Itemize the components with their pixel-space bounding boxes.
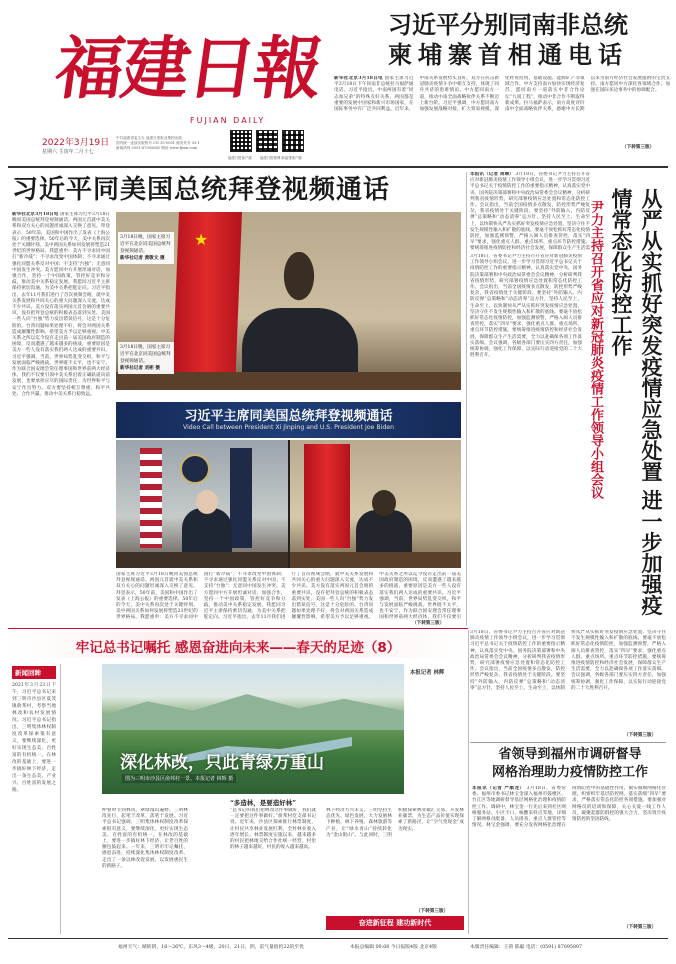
lead-story-dateline: 新华社北京3月18日电 (12, 212, 59, 217)
quote-subhead: “多造林，是要造好林” (230, 799, 296, 807)
qr-caption: 福建日报客户端 (228, 156, 252, 160)
photo-caption-1 (118, 232, 174, 264)
spring-continued: （下转第三版） (416, 909, 449, 914)
news-recall-label: 新闻回眸 (12, 666, 56, 679)
weekday-lunar: 星期六 壬寅年二月十七 (42, 149, 94, 155)
lead-story-text-cont: 国家主席习近平3月18日晚同美国总统拜登视频通话。两国元首就中美关系和双方关心的问题坦诚深入交换了意见。拜登表示，50年前，美国和中国作出了发表《上海公报》的重要选择。50年后的今天，美中关系再次处于关键时刻。美中两国关系如何发展将塑造21世纪的世界格局。我愿重申：美方不寻求同中国打“新冷战”；不寻求改变中国体制；不寻求通过强化同盟关系反对中国；不支持“台独”；无意同中国发生冲突。美方愿同中方开展坦诚对话，加强合作，坚持一个中国政策，管控好竞争和分歧，推动美中关系稳定发展。我愿同习近平主席保持密切沟通，为美中关系把舵定向。习近平指出，去年11月我们进行了首次视频会晤，就中美关系发展和共同关心的重大问题深入交流，达成不少共识。美方没有落实两国元首会晤的重要共识，没有把拜登总统的积极表态落到实处。美国一些人向“台独”势力发出错误信号，这是十分危险的。台湾问题如果处理不好，将会对两国关系造成颠覆性影响。希望美方予以足够重视。中美关系之所以迄今没有走出前一届美国政府制造的困境，反而遭遇了越来越多的挑战，重要原因是美方一些人没有落实我们两人达成的重要共识。习近平强调，当前，世界局势乱变交织，和平与发展面临严峻挑战。世界既不太平，也不安宁。作为联合国安理会常任理事国和世界前两大经济体，我们不仅要引 (116, 572, 461, 621)
covid-story-body-top (470, 172, 590, 252)
person-suit (182, 508, 232, 554)
spring-text: 林下经济方兴未艾。三明坚持生态优先、绿色发展，大力发展林下种植、林下养殖、森林旅游等产业，让“绿水青山”持续转化为“金山银山”。与此同时，三明积极探索林业碳汇交易，开发林业碳票，为生态产品价值实现探索了新路径，让“空气变现金”成为现实。 (326, 808, 464, 838)
photo-biden-side (116, 440, 288, 568)
top-story-text: 国家主席习近平3月18日下午同南非总统拉马福萨通电话。习近平指出，中南两国有着“同志加兄弟”的特殊友好关系。两国都是重要的发展中国家和新兴市场国家，在国际事务中有广泛共同利益。近年来，中南关系发展势头良好，双方在抗击新冠肺炎疫情斗争中相互支持，体现了同舟共济的患难情谊。中方愿同南方一道，推动中南全面战略伙伴关系不断迈上新台阶。习近平强调，中方愿同南方加强发展战略对接，扩大贸易规模，深化经贸投资、基础设施、能源矿产等领域合作。中方支持南方加快实现经济复苏，愿同南方一道落实中非合作论坛“九项工程”，推动中非合作不断取得新成果。拉马福萨表示，南方高度评价南中全面战略伙伴关系，感谢中方长期以来为南方经济社会发展提供的宝贵支持。南方愿同中方深化各领域合作，加强在国际多边事务中的协调配合。 (334, 76, 670, 113)
flag-usa (140, 448, 162, 548)
footer-contact: 本报总编辑 00:08 今日报版4版 北京4版 (350, 945, 437, 950)
fuzhou-text: 3月18日，省委常委、福州市委书记林宝金深入福州市鼓楼区、台江区等地调研督导基层网格化治理和疫情防控工作。调研中，林宝金一行先后来到社区网格服务站、小区卡口、核酸采样点等地，详细了解网格员配备、人员排查、重点人群管控等情况。林宝金强调，要充分发挥网格化治理在疫情防控中的基础性作用，做实做细网格化管理，织密织牢基层防控网，落实落细“四早”要求，严格落实常态化防控各项措施。要加强对网格员的培训和保障，关心关爱一线工作人员，凝聚起群防群控的强大合力，坚决筑牢疫情防控的坚固防线。 (472, 786, 666, 829)
person-suit (242, 308, 358, 378)
top-story-continued: （下转第三版） (622, 145, 655, 150)
covid-text: 3月18日，省委书记尹力主持召开省应对新冠肺炎疫情工作领导小组会议，进一步学习贯彻习近平总书记关于疫情防控工作的重要指示精神，认真落实党中央、国务院决策部署和中央政治局常委会会议精神，分析研判我省疫情形势，研究部署疫情应急处置和常态化防控工作。会议指出，当前全国疫情多点散发，防控形势严峻复杂，我省疫情处于关键阶段。要坚持“外防输入、内防反弹”总策略和“动态清零”总方针，坚持人民至上、生命至上，以快制快从严从实抓好突发疫情应急处置，坚决守住不发生规模性输入和扩散的底线。要毫不放松抓好常态化疫情防控，加强监测预警，严格入闽人员排查管控，落实“四早”要求，强化重点人群、重点场所、重点环节防控措施。要统筹推进疫情防控和经济社会发展，保障群众生产生活需 (470, 172, 590, 252)
photo-caption-2 (118, 342, 174, 374)
landscape-credit: 图为三明市沙县区俞邦村一景。本报记者 林辉 摄 (122, 774, 236, 783)
banner-title-cn: 习近平主席同美国总统拜登视频通话 (184, 409, 393, 424)
banner-title-en: Video Call between President Xi Jinping and U.S. President Joe Biden (182, 424, 395, 431)
landscape-title: 深化林改，只此青绿万重山 (120, 753, 324, 773)
new-era-banner: 奋进新征程 建功新时代 (326, 916, 464, 930)
qr-code-icon (282, 130, 304, 152)
qr-code-icon (230, 130, 252, 152)
spring-text: 仲春时节到林岚，翠绿漫山遍野。三明林改先行，起笔于改革，落笔于发展。习近平总书记强调，三明集体林权制度改革探索很有意义，要继续深化，更好实现生态美、百姓富的有机统一。在林改的基础上，要进一步搞好林下经济，让老百姓的腰包鼓起来。一年来，三明市牢记嘱托、感恩奋进，持续深化集体林权制度改革，走出了一条以林改促发展、以发展惠民生的新路子。 (102, 808, 188, 869)
video-call-banner (116, 402, 461, 438)
masthead (10, 8, 332, 170)
top-story-headline-line2: 柬埔寨首相通电话 (388, 41, 628, 69)
flag-dark (230, 448, 252, 548)
covid-dateline: 本报讯（记者 周琳） (470, 172, 514, 177)
spring-text-col1 (102, 808, 188, 932)
top-story-headline (348, 10, 668, 70)
covid-story-body-bottom (470, 630, 666, 738)
fuzhou-headline-line2: 网格治理助力疫情防控工作 (491, 765, 648, 780)
spring-text: “总书记叫我们把林改这件事做好，我们就一定要把这件事做好。”俞邦村党支部书记说。近年来，沙县区探索推行林票制度，让村民共享林业发展红利，全村林业收入逐年增长。林票制度实施以来，越来越多的村民把林地交给合作社统一经营，村里的林子越来越好，村民的收入越来越高。 (230, 808, 316, 851)
desk (116, 372, 461, 390)
fuzhou-body (472, 786, 666, 932)
flag-china (304, 444, 350, 548)
forest-landscape-photo (102, 664, 404, 794)
covid-headline-main: 从严从实抓好突发疫情应急处置 进一步加强疫情常态化防控工作 (609, 188, 663, 616)
photo-caption-text: 3月18日晚，国家主席习近平在北京同美国总统拜登视频通话。 (120, 345, 171, 364)
person-head (372, 490, 396, 516)
covid-text-cont: 3月18日，省委书记尹力主持召开省应对新冠肺炎疫情工作领导小组会议，进一步学习贯彻习近平总书记关于疫情防控工作的重要指示精神，认真落实党中央、国务院决策部署和中央政治局常委会会议精神，分析研判我省疫情形势，研究部署疫情应急处置和常态化防控工作。会议指出，当前全国疫情多点散发，防控形势严峻复杂，我省疫情处于关键阶段。要坚持“外防输入、内防反弹”总策略和“动态清零”总方针，坚持人民至上、生命至上，以快制快从严从实抓好突发疫情应急处置，坚决守住不发生规模性输入和扩散的底线。要毫不放松抓好常态化疫情防控，加强监测预警，严格入闽人员排查管控，落实“四早”要求，强化重点人群、重点场所、重点环节防控措施。要统筹推进疫情防控和经济社会发展，保障群众生产生活需要，全力以赴确保各项工作落实落细。会议强调，各级各部门要压实四方责任，加强统筹协调，强化工作保障，以实际行动迎接党的二十大胜利召开。 (470, 630, 666, 691)
photo-caption-text: 3月18日晚，国家主席习近平在北京同美国总统拜登视频通话。 (120, 235, 171, 254)
covid-text-cont: 3月18日，省委书记尹力主持召开省应对新冠肺炎疫情工作领导小组会议，进一步学习贯彻习近平总书记关于疫情防控工作的重要指示精神，认真落实党中央、国务院决策部署和中央政治局常委会会议精神，分析研判我省疫情形势，研究部署疫情应急处置和常态化防控工作。会议指出，当前全国疫情多点散发，防控形势严峻复杂，我省疫情处于关键阶段。要坚持“外防输入、内防反弹”总策略和“动态清零”总方针，坚持人民至上、生命至上，以快制快从严从实抓好突发疫情应急处置，坚决守住不发生规模性输入和扩散的底线。要毫不放松抓好常态化疫情防控，加强监测预警，严格入闽人员排查管控，落实“四早”要求，强化重点人群、重点场所、重点环节防控措施。要统筹推进疫情防控和经济社会发展，保障群众生产生活需要，全力以赴确保各项工作落实落细。会议强调，各级各部门要压实四方责任，加强统筹协调，强化工作保障，以实际行动迎接党的二十大胜利召开。 (470, 254, 582, 359)
qr-caption: 福建日报微博 新福建客户端 (260, 156, 302, 160)
person-head (196, 490, 218, 514)
covid-headline-sub: 尹力主持召开省应对新冠肺炎疫情工作领导小组会议 (588, 200, 603, 499)
publisher-info: 中共福建省委主办 福建日报报业集团出版 国内统一连续出版物号 CN 35-0001 邮发代号 33-1 新闻热线 0591-87095681 网址 www.fjsen.com (116, 136, 200, 150)
covid-story-body-main (470, 254, 582, 626)
divider (468, 630, 469, 934)
photo-xi-side (290, 440, 461, 568)
photo-credit: 新华社记者 黄敬文 摄 (120, 256, 165, 261)
lead-story-continued: （下转第三版） (412, 621, 445, 626)
spring-text-col2 (230, 808, 316, 932)
fuzhou-headline-line1: 省领导到福州市调研督导 (498, 747, 642, 762)
divider (60, 664, 61, 934)
mountains (102, 682, 404, 730)
seal-icon (180, 454, 210, 484)
divider (470, 742, 666, 743)
flag-star-icon: ★ (194, 230, 209, 249)
logo: 福建日報 (50, 29, 326, 109)
spring-byline: 本报记者 林辉 (410, 670, 445, 676)
footer-weather: 福州天气：晴转阴，16～26℃，东风3～4级，20日，21日，阴，雷气量值约22的至优 (118, 945, 304, 950)
desk (290, 552, 461, 568)
spring-banner-title: 牢记总书记嘱托 感恩奋进向未来——春天的足迹（8） (75, 640, 401, 656)
top-story-headline-line1: 习近平分别同南非总统 (388, 11, 628, 39)
fuzhou-headline (474, 746, 666, 782)
spring-banner (8, 632, 468, 658)
news-recall-text (12, 682, 56, 930)
divider (466, 172, 467, 626)
person-suit (356, 510, 412, 554)
lead-story-headline: 习近平同美国总统拜登视频通话 (12, 175, 391, 205)
photo-split-screen (116, 440, 461, 568)
news-recall-body: 2021年3月23日下午，习近平总书记来到三明市沙县区夏茂镇俞邦村，考察当地林改和农村发展情况。习近平总书记指出，三明集体林权制度改革探索很有意义，要继续深化，更好实现生态美、百姓富的有机统一。在林改的基础上，要进一步搞好林下经济，走出一条生态美、产业兴、百姓富的发展之路。 (12, 683, 56, 793)
divider (8, 628, 468, 629)
lead-story-text: 国家主席习近平3月18日晚同美国总统拜登视频通话。两国元首就中美关系和双方关心的问题坦诚深入交换了意见。拜登表示，50年前，美国和中国作出了发表《上海公报》的重要选择。50年后的今天，美中关系再次处于关键时刻。美中两国关系如何发展将塑造21世纪的世界格局。我愿重申：美方不寻求同中国打“新冷战”；不寻求改变中国体制；不寻求通过强化同盟关系反对中国；不支持“台独”；无意同中国发生冲突。美方愿同中方开展坦诚对话，加强合作，坚持一个中国政策，管控好竞争和分歧，推动美中关系稳定发展。我愿同习近平主席保持密切沟通，为美中关系把舵定向。习近平指出，去年11月我们进行了首次视频会晤，就中美关系发展和共同关心的重大问题深入交流，达成不少共识。美方没有落实两国元首会晤的重要共识，没有把拜登总统的积极表态落到实处。美国一些人向“台独”势力发出错误信号，这是十分危险的。台湾问题如果处理不好，将会对两国关系造成颠覆性影响。希望美方予以足够重视。中美关系之所以迄今没有走出前一届美国政府制造的困境，反而遭遇了越来越多的挑战，重要原因是美方一些人没有落实我们两人达成的重要共识。习近平强调，当前，世界局势乱变交织，和平与发展面临严峻挑战。世界既不太平，也不安宁。作为联合国安理会常任理事国和世界前两大经济体，我们不仅要引领中美关系沿着正确轨道向前发展，也要承担应尽的国际责任，为世界和平与安宁作出努力。双方要坚持相互尊重、和平共处、合作共赢，推动中美关系行稳致远。 (12, 212, 110, 397)
top-story-body (334, 76, 670, 152)
covid-continued: （下转第三版） (624, 733, 657, 738)
footer-divider (8, 938, 668, 939)
fuzhou-continued: （下转第三版） (624, 925, 657, 930)
divider (8, 166, 668, 168)
qr-code-icon (256, 130, 278, 152)
fuzhou-dateline: 本报讯（记者 严顺龙） (472, 786, 525, 791)
issue-date: 2022年3月19日 (42, 138, 110, 148)
top-story-dateline: 新华社北京3月18日电 (334, 76, 383, 81)
footer-editor: 本版责任编辑：王荷 陈聪 电话：(0591) 87095807 (470, 945, 583, 950)
desk (116, 552, 288, 568)
lead-story-body-col1 (12, 212, 110, 582)
photo-credit: 新华社记者 刘彬 摄 (120, 366, 160, 371)
lead-story-body-bottom (116, 572, 461, 624)
logo-pinyin: FUJIAN DAILY (190, 116, 266, 125)
